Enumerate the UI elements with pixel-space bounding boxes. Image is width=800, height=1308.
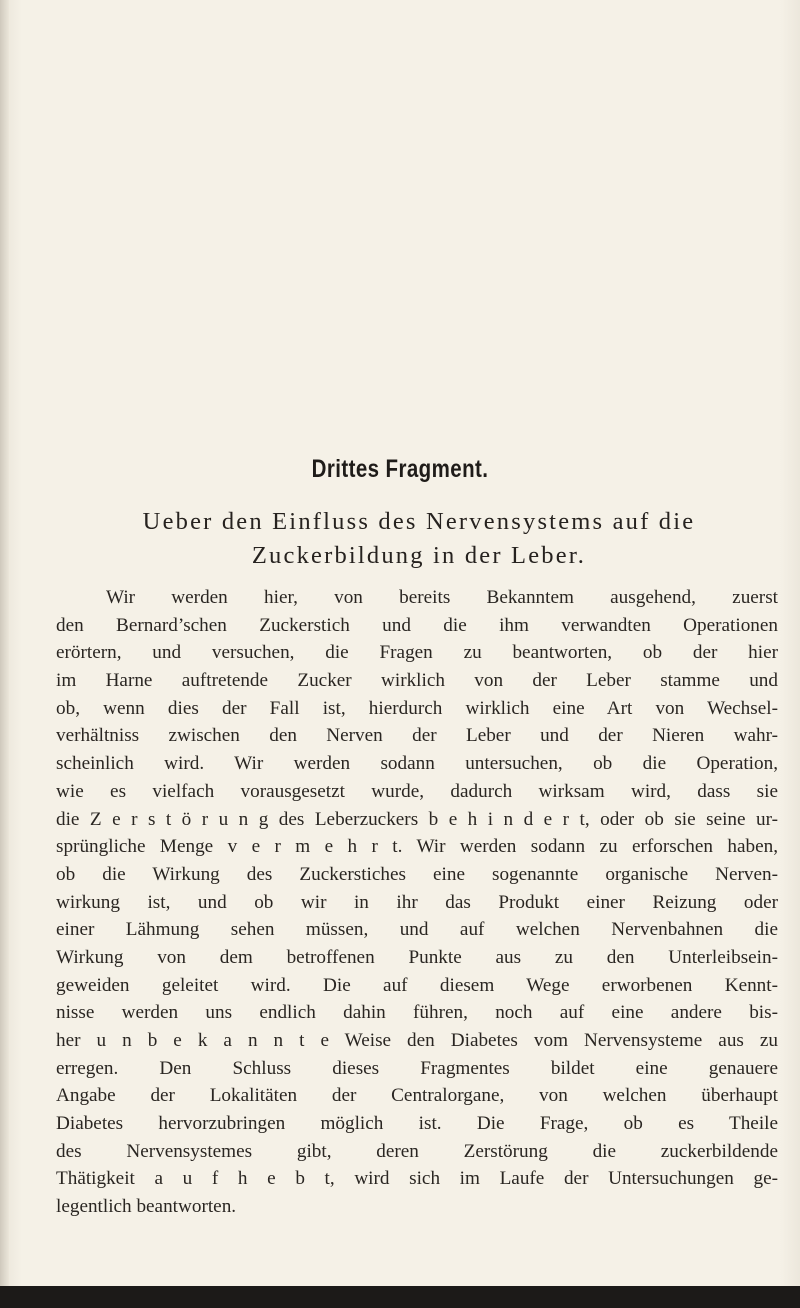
text-line: verhältniss zwischen den Nerven der Leber und der Nieren wahr- [56, 725, 778, 747]
text-line: geweiden geleitet wird. Die auf diesem Wege erworbenen Kennt- [56, 974, 778, 996]
text-line: den Bernard’schen Zuckerstich und die ihm verwandten Operationen [56, 614, 778, 636]
heading-line: Zuckerbildung in der Leber. [251, 542, 587, 569]
text-line: des Nervensystemes gibt, deren Zerstörung die zuckerbildende [56, 1140, 778, 1162]
binding-edge [0, 0, 9, 1308]
text-line: erregen. Den Schluss dieses Fragmentes bildet eine genauere [56, 1057, 778, 1079]
text-line: Diabetes hervorzubringen möglich ist. Die Frage, ob es Theile [56, 1113, 778, 1135]
text-line: Angabe der Lokalitäten der Centralorgane, von welchen überhaupt [56, 1085, 778, 1107]
text-line: wie es vielfach vorausgesetzt wurde, dadurch wirksam wird, dass sie [56, 780, 778, 802]
text-line: legentlich beantworten. [56, 1196, 237, 1218]
text-line: die Z e r s t ö r u n g des Leberzuckers b e h i n d e r t, oder ob sie seine ur- [56, 808, 778, 830]
fragment-title: Drittes Fragment. [311, 455, 489, 483]
text-line: im Harne auftretende Zucker wirklich von der Leber stamme und [56, 670, 778, 692]
text-line: wirkung ist, und ob wir in ihr das Produkt einer Reizung oder [56, 891, 778, 913]
text-line: einer Lähmung sehen müssen, und auf welchen Nervenbahnen die [56, 919, 778, 941]
heading-line: Ueber den Einfluss des Nervensystems auf die [142, 508, 696, 535]
text-line: her u n b e k a n n t e Weise den Diabetes vom Nervensysteme aus zu [56, 1030, 778, 1051]
text-line: ob, wenn dies der Fall ist, hierdurch wirklich eine Art von Wechsel- [56, 697, 778, 719]
text-line: Thätigkeit a u f h e b t, wird sich im Laufe der Untersuchungen ge- [56, 1168, 778, 1190]
text-line: sprüngliche Menge v e r m e h r t. Wir werden sodann zu erforschen haben, [56, 836, 778, 858]
page-bottom-edge [0, 1286, 800, 1308]
text-line: erörtern, und versuchen, die Fragen zu beantworten, ob der hier [56, 642, 778, 664]
text-line: scheinlich wird. Wir werden sodann untersuchen, ob die Operation, [56, 753, 778, 775]
text-line: ob die Wirkung des Zuckerstiches eine sogenannte organische Nerven- [56, 863, 778, 885]
text-line: Wir werden hier, von bereits Bekanntem ausgehend, zuerst [106, 587, 778, 608]
text-line: Wirkung von dem betroffenen Punkte aus zu den Unterleibsein- [56, 946, 778, 968]
body-paragraph [56, 584, 778, 1221]
section-heading [60, 505, 778, 573]
text-line: nisse werden uns endlich dahin führen, noch auf eine andere bis- [56, 1002, 778, 1024]
